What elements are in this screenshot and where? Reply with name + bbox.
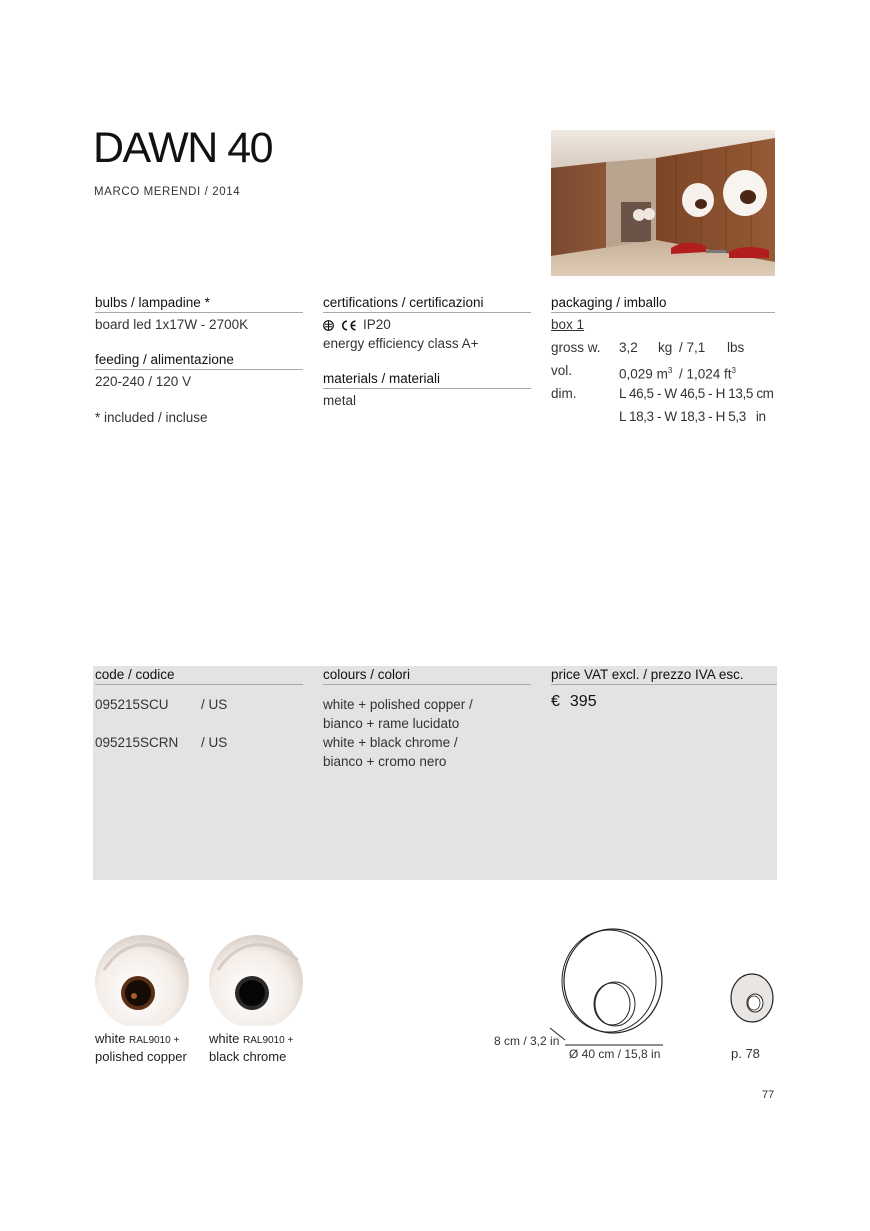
feeding-value: 220-240 / 120 V [95,374,192,389]
packaging-label: packaging / imballo [551,294,775,313]
technical-drawing [545,926,675,1036]
certifications-label: certifications / certificazioni [323,294,531,313]
bulbs-value: board led 1x17W - 2700K [95,317,249,332]
gross-weight-row [551,336,775,359]
volume-row [551,359,775,382]
price-value [551,693,777,711]
certifications-value [323,315,531,334]
diameter-dimension: Ø 40 cm / 15,8 in [569,1047,661,1061]
price-column [551,666,777,711]
vol-ft3-value: / 1,024 ft [679,366,732,382]
lbs-unit: lbs [727,340,745,355]
colour-en: white + polished copper / [323,697,473,712]
materials-value: metal [323,393,357,408]
finish-ral: RAL9010 + [128,1035,180,1046]
feeding-label: feeding / alimentazione [95,351,303,370]
vol-m3-value: 0,029 [619,366,653,382]
ce-mark-icon [340,320,357,331]
depth-dimension: 8 cm / 3,2 in [494,1034,560,1048]
colour-it: bianco + cromo nero [323,754,447,769]
code-suffix: / US [201,697,228,712]
dim-in: L 18,3 - W 18,3 - H 5,3 in [619,409,766,424]
finish-white: white [95,1031,126,1046]
bulbs-label: bulbs / lampadine * [95,294,303,313]
designer-year: MARCO MERENDI / 2014 [94,186,241,198]
product-title: DAWN 40 [93,124,273,172]
vol-label: vol. [551,363,573,378]
m-unit: m [656,366,668,382]
included-footnote: * included / incluse [95,410,208,425]
currency: € [551,693,560,710]
colour-en: white + black chrome / [323,735,458,750]
dim-label: dim. [551,386,577,401]
page-reference: p. 78 [731,1046,760,1061]
box-number: box 1 [551,317,585,332]
dim-cm: L 46,5 - W 46,5 - H 13,5 cm [619,386,774,401]
gross-label: gross w. [551,340,601,355]
gross-lbs: / 7,1 [679,340,706,355]
price-label: price VAT excl. / prezzo IVA esc. [551,666,777,685]
dimensions-in-row [551,405,775,428]
code-column [95,666,303,771]
materials-label: materials / materiali [323,370,531,389]
finish-white: white [209,1031,240,1046]
spec-column-certifications [323,294,531,410]
finish-label-polished-copper [95,1031,187,1065]
gross-kg: 3,2 [619,340,638,355]
table-row [95,695,303,733]
spec-column-packaging [551,294,775,428]
order-panel [93,666,777,880]
product-photo [551,130,775,276]
energy-class: energy efficiency class A+ [323,336,479,351]
finish-ral: RAL9010 + [242,1035,294,1046]
exp-m3: 3 [667,366,673,375]
related-product-icon [727,970,777,1026]
colour-it: bianco + rame lucidato [323,716,460,731]
finish-name: polished copper [95,1049,187,1064]
colours-column [323,666,531,771]
spec-column-bulbs [95,294,303,427]
ip-rating: IP20 [363,317,391,332]
finish-swatch-polished-copper [94,930,190,1026]
dimensions-cm-row [551,382,775,405]
colours-label: colours / colori [323,666,531,685]
code-suffix: / US [201,735,228,750]
finish-swatch-black-chrome [208,930,304,1026]
kg-unit: kg [658,340,673,355]
finish-name: black chrome [209,1049,287,1064]
finish-label-black-chrome [209,1031,293,1065]
table-row [95,733,303,771]
product-code: 095215SCRN [95,735,179,750]
code-label: code / codice [95,666,303,685]
price-amount: 395 [569,693,597,710]
page-number: 77 [762,1089,775,1101]
product-code: 095215SCU [95,697,169,712]
globe-certification-icon [323,320,334,331]
exp-ft3: 3 [731,366,736,375]
